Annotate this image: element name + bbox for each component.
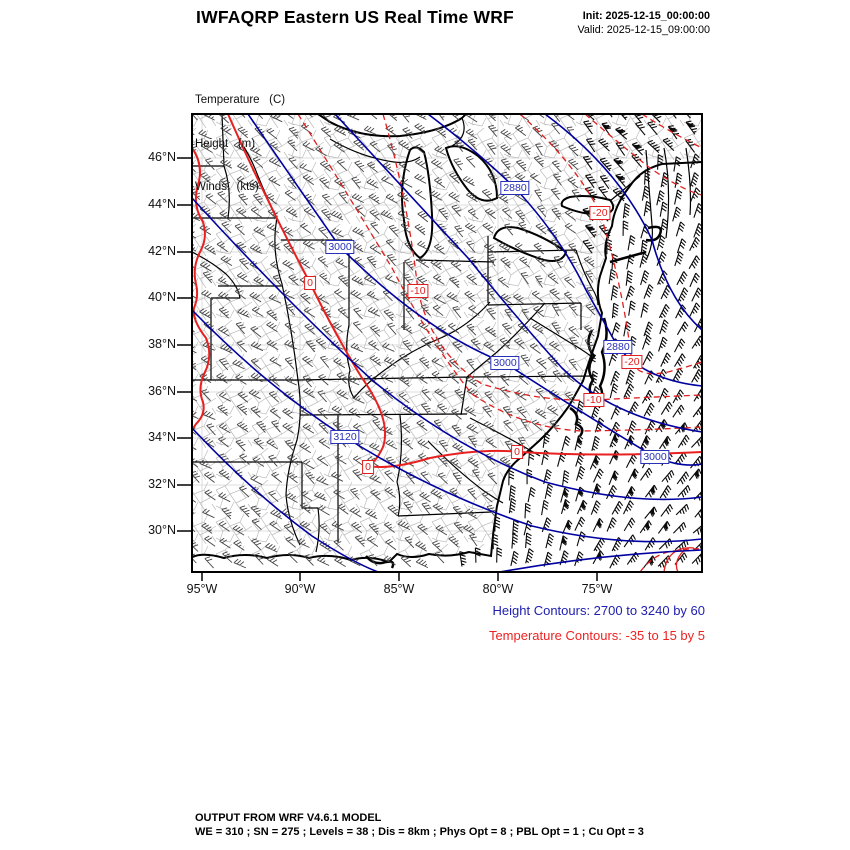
valid-value: 2025-12-15_09:00:00: [606, 24, 710, 36]
init-label: Init:: [582, 10, 603, 22]
height-contour-label: 2880: [603, 340, 632, 354]
legend-temperature: Temperature (C): [195, 94, 286, 106]
temperature-contour-label: -20: [589, 206, 610, 220]
y-axis-label: 38°N: [148, 337, 176, 351]
plot-title: IWFAQRP Eastern US Real Time WRF: [196, 7, 514, 27]
y-axis-label: 46°N: [148, 150, 176, 164]
temperature-contour-label: 0: [304, 276, 316, 290]
height-contour-label: 3000: [640, 450, 669, 464]
height-contour-label: 3000: [490, 356, 519, 370]
model-output-line: OUTPUT FROM WRF V4.6.1 MODEL: [195, 812, 382, 824]
y-axis-label: 36°N: [148, 384, 176, 398]
x-axis-label: 80°W: [482, 582, 514, 596]
y-axis-label: 34°N: [148, 430, 176, 444]
temperature-contour-label: -10: [583, 393, 604, 407]
legend-winds: Winds (kts): [195, 181, 259, 193]
valid-label: Valid:: [577, 24, 604, 36]
height-contours-caption: Height Contours: 2700 to 3240 by 60: [492, 603, 705, 618]
x-axis-label: 90°W: [284, 582, 316, 596]
height-contour-label: 3000: [325, 240, 354, 254]
height-contour-label: 2880: [500, 181, 529, 195]
temperature-contour-label: -20: [621, 355, 642, 369]
x-axis-label: 95°W: [186, 582, 218, 596]
valid-line: [578, 23, 710, 37]
temperature-contour-label: 0: [511, 445, 523, 459]
field-legend: [195, 64, 285, 224]
y-axis-label: 32°N: [148, 477, 176, 491]
init-line: [578, 9, 710, 23]
init-valid-block: [578, 9, 710, 37]
y-axis-label: 44°N: [148, 197, 176, 211]
height-contour-label: 3120: [330, 430, 359, 444]
x-axis-label: 85°W: [383, 582, 415, 596]
y-axis-label: 40°N: [148, 290, 176, 304]
temperature-contours-caption: Temperature Contours: -35 to 15 by 5: [488, 628, 705, 643]
model-config-line: WE = 310 ; SN = 275 ; Levels = 38 ; Dis = 8km ; Phys Opt = 8 ; PBL Opt = 1 ; Cu Opt = 3: [195, 826, 644, 838]
init-value: 2025-12-15_00:00:00: [605, 10, 710, 22]
x-axis-label: 75°W: [581, 582, 613, 596]
y-axis-label: 30°N: [148, 523, 176, 537]
legend-height: Height (m): [195, 137, 256, 150]
y-axis-label: 42°N: [148, 244, 176, 258]
temperature-contour-label: -10: [407, 284, 428, 298]
temperature-contour-label: 0: [362, 460, 374, 474]
